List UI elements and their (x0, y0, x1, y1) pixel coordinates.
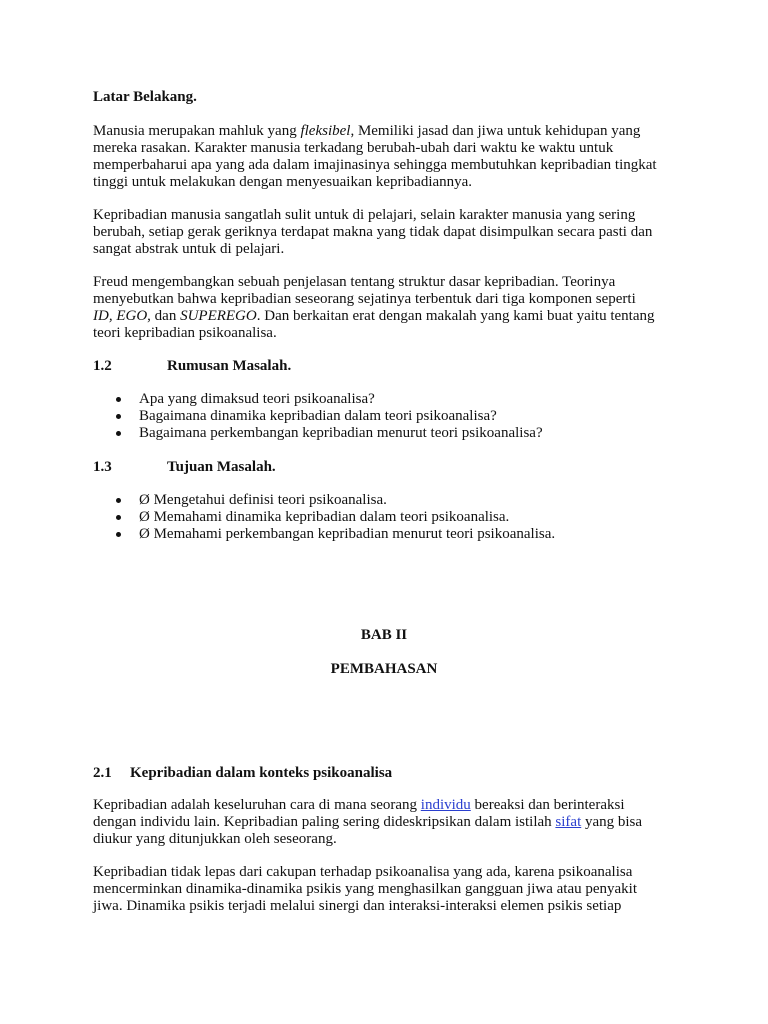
bullet-icon (116, 397, 121, 402)
text-line: Kepribadian manusia sangatlah sulit untuk di pelajari, selain karakter manusia yang sering (93, 207, 636, 223)
paragraph-latar-1 (93, 123, 693, 191)
tujuan-list (93, 492, 693, 543)
paragraph-2-1-a (93, 797, 693, 848)
bullet-icon (116, 498, 121, 503)
text-line: Manusia merupakan mahluk yang fleksibel, Memiliki jasad dan jiwa untuk kehidupan yang (93, 123, 641, 139)
list-item: Ø Memahami perkembangan kepribadian menurut teori psikoanalisa. (93, 526, 693, 543)
text-line: sangat abstrak untuk di pelajari. (93, 241, 285, 257)
text-line: menyebutkan bahwa kepribadian seseorang sejatinya terbentuk dari tiga komponen seperti (93, 291, 636, 307)
chapter-title: PEMBAHASAN (330, 661, 438, 677)
list-item: Bagaimana perkembangan kepribadian menurut teori psikoanalisa? (93, 425, 693, 442)
paragraph-latar-2 (93, 207, 693, 258)
list-item: Apa yang dimaksud teori psikoanalisa? (93, 391, 693, 408)
section-title: Rumusan Masalah. (167, 358, 292, 374)
paragraph-latar-3 (93, 274, 693, 342)
section-number: 2.1 (93, 765, 112, 781)
rumusan-list (93, 391, 693, 442)
list-item: Ø Mengetahui definisi teori psikoanalisa. (93, 492, 693, 509)
section-number: 1.3 (93, 459, 112, 475)
heading-latar-belakang: Latar Belakang. (93, 89, 197, 105)
section-heading-2-1 (93, 765, 693, 782)
text-line: Kepribadian tidak lepas dari cakupan terhadap psikoanalisa yang ada, karena psikoanalisa (93, 864, 633, 880)
link-individu[interactable]: individu (420, 797, 471, 813)
text-line: Freud mengembangkan sebuah penjelasan tentang struktur dasar kepribadian. Teorinya (93, 274, 616, 290)
section-title: Tujuan Masalah. (167, 459, 276, 475)
text-line: mereka rasakan. Karakter manusia terkadang berubah-ubah dari waktu ke waktu untuk (93, 140, 614, 156)
paragraph-2-1-b (93, 864, 693, 915)
section-number: 1.2 (93, 358, 112, 374)
text-line: Kepribadian adalah keseluruhan cara di mana seorang individu bereaksi dan berinteraksi (93, 797, 625, 813)
text-line: mencerminkan dinamika-dinamika psikis yang menghasilkan gangguan jiwa atau penyakit (93, 881, 638, 897)
text-line: memperbaharui apa yang ada dalam imajinasinya sehingga membutuhkan kepribadian tingkat (93, 157, 657, 173)
section-heading-1-2 (93, 358, 693, 375)
bullet-icon (116, 532, 121, 537)
text-line: diukur yang ditunjukkan oleh seseorang. (93, 831, 337, 847)
text-line: berubah, setiap gerak geriknya terdapat makna yang tidak dapat disimpulkan secara pasti dan (93, 224, 653, 240)
section-heading-1-3 (93, 459, 693, 476)
text-line: dengan individu lain. Kepribadian paling sering dideskripsikan dalam istilah sifat yang bisa (93, 814, 643, 830)
link-sifat[interactable]: sifat (555, 814, 582, 830)
chapter-heading: BAB II (360, 627, 408, 643)
bullet-icon (116, 515, 121, 520)
list-item: Ø Memahami dinamika kepribadian dalam teori psikoanalisa. (93, 509, 693, 526)
list-item: Bagaimana dinamika kepribadian dalam teori psikoanalisa? (93, 408, 693, 425)
text-line: jiwa. Dinamika psikis terjadi melalui sinergi dan interaksi-interaksi elemen psikis setiap (93, 898, 622, 914)
text-line: ID, EGO, dan SUPEREGO. Dan berkaitan erat dengan makalah yang kami buat yaitu tentang (93, 308, 655, 324)
text-line: tinggi untuk melakukan dengan menyesuaikan kepribadiannya. (93, 174, 473, 190)
bullet-icon (116, 414, 121, 419)
section-title: Kepribadian dalam konteks psikoanalisa (130, 765, 393, 781)
text-line: teori kepribadian psikoanalisa. (93, 325, 277, 341)
bullet-icon (116, 431, 121, 436)
